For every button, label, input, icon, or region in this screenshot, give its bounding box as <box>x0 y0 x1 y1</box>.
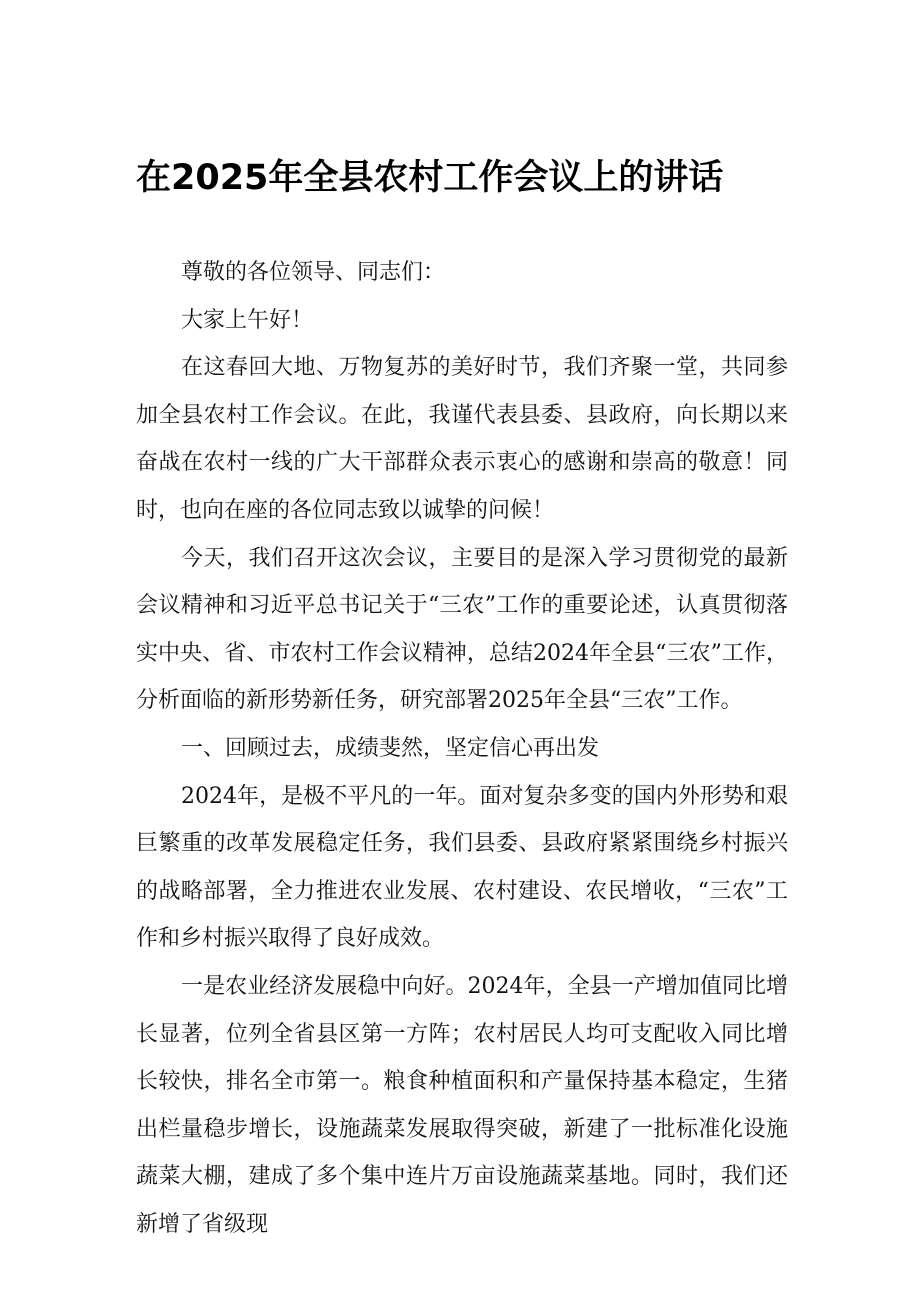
paragraph-opening: 在这春回大地、万物复苏的美好时节，我们齐聚一堂，共同参加全县农村工作会议。在此，我谨代表县委、县政府，向长期以来奋战在农村一线的广大干部群众表示衷心的感谢和崇高的敬意！同时，也向在座的各位同志致以诚挚的问候！ <box>136 355 788 523</box>
document-title: 在2025年全县农村工作会议上的讲话 <box>136 158 724 198</box>
salutation: 尊敬的各位领导、同志们： <box>181 260 446 285</box>
section-heading: 一、回顾过去，成绩斐然，坚定信心再出发 <box>181 735 600 761</box>
paragraph-agriculture: 一是农业经济发展稳中向好。2024年，全县一产增加值同比增长显著，位列全省县区第一方阵；农村居民人均可支配收入同比增长较快，排名全市第一。粮食种植面积和产量保持基本稳定，生猪出栏量稳步增长，设施蔬菜发展取得突破，新建了一批标准化设施蔬菜大棚，建成了多个集中连片万亩设施蔬菜基地。同时，我们还新增了省级现 <box>136 973 788 1237</box>
document-body <box>136 249 788 1248</box>
greeting: 大家上午好！ <box>181 307 314 333</box>
paragraph-review: 2024年，是极不平凡的一年。面对复杂多变的国内外形势和艰巨繁重的改革发展稳定任务，我们县委、县政府紧紧围绕乡村振兴的战略部署，全力推进农业发展、农村建设、农民增收，“三农”工作和乡村振兴取得了良好成效。 <box>136 783 788 952</box>
paragraph-purpose: 今天，我们召开这次会议，主要目的是深入学习贯彻党的最新会议精神和习近平总书记关于“三农”工作的重要论述，认真贯彻落实中央、省、市农村工作会议精神，总结2024年全县“三农”工作，分析面临的新形势新任务，研究部署2025年全县“三农”工作。 <box>136 545 789 714</box>
